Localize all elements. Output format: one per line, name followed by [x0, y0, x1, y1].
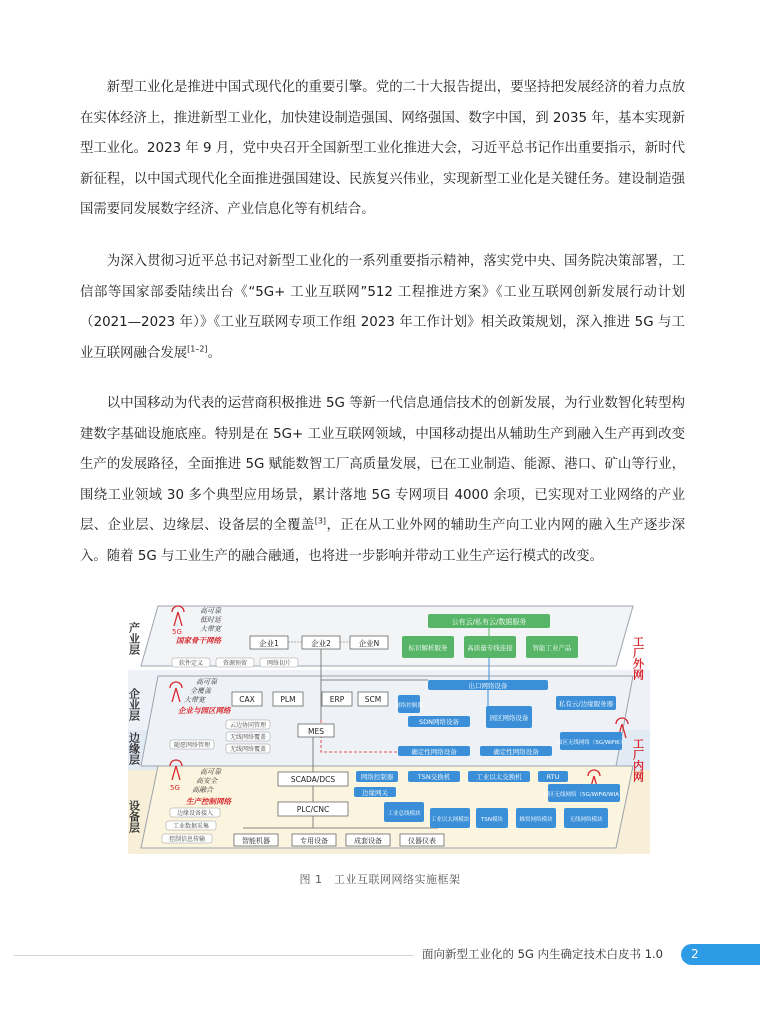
industry-service: 标识解析服务	[408, 644, 448, 652]
industry-feature: 高可靠	[200, 607, 221, 615]
paragraph-2	[80, 247, 685, 369]
inner-net-label: 工厂内网	[631, 738, 645, 782]
enterprise-capability: 无线网络覆盖	[229, 734, 267, 741]
paragraph-2-end: 。	[207, 345, 221, 361]
mes-node: MES	[308, 727, 324, 736]
enterprise-feature: 高可靠	[196, 678, 217, 686]
plc-node: PLC/CNC	[296, 805, 330, 814]
layer-label-industry: 产业层	[128, 622, 141, 655]
device-feature: 高融合	[192, 786, 213, 794]
machine-node: 仪器仪表	[408, 837, 436, 845]
enterprise-capability: 云边协同管理	[229, 722, 267, 729]
machine-node: 专用设备	[300, 837, 328, 845]
device-module: 无线网络模块	[569, 817, 603, 823]
layer-label-edge: 边缘层	[128, 732, 141, 765]
paragraph-3-end: ，正在从工业外网的辅助生产向工业内网的融入生产逐步深入。随着 5G 与工业生产的融合融通，也将进一步影响并带动工业生产运行模式的改变。	[80, 518, 685, 564]
footer-divider	[14, 955, 414, 956]
figure-caption: 图 1 工业互联网网络实施框架	[299, 873, 461, 886]
cloud-server: 私有云/边缘服务器	[558, 700, 614, 708]
park-box: SDN网络设备	[419, 718, 459, 726]
industry-feature: 低时延	[200, 616, 221, 624]
device-switch: TSN交换机	[417, 773, 451, 781]
industry-capability: 资源预留	[222, 660, 248, 667]
paragraph-2-text: 为深入贯彻习近平总书记对新型工业化的一系列重要指示精神，落实党中央、国务院决策部署，工信部等国家部委陆续出台《“5G+ 工业互联网”512 工程推进方案》《工业互联网创新发展行动计划（2021—2023 年）》《工业互联网专项工作组 2023 年工作计划》相关政策规划，深入推进 5G 与工业互联网融合发展	[80, 254, 685, 361]
tag-5g: 5G	[170, 784, 180, 792]
device-feature: 高安全	[196, 777, 217, 785]
layer-label-enterprise: 企业层	[128, 688, 141, 721]
citation-ref[interactable]: [3]	[314, 516, 327, 526]
system-node: CAX	[239, 695, 255, 704]
enterprise-net-name: 企业与园区网络	[178, 706, 231, 715]
device-switch: RTU	[546, 773, 560, 781]
edge-wireless: 园区无线网络（5G/WiFi6）	[556, 740, 626, 746]
exit-device: 出口网络设备	[468, 682, 508, 690]
device-capability: 边缘设备接入	[176, 810, 214, 817]
device-module: 工业以太网模块	[430, 817, 470, 823]
network-framework-figure	[128, 600, 650, 854]
industry-feature: 大带宽	[200, 625, 221, 633]
industry-capability: 网络切片	[266, 660, 292, 667]
enterprise-plane	[141, 676, 633, 766]
tag-5g: 5G	[172, 628, 182, 636]
edge-capability: 无线网络覆盖	[229, 746, 267, 753]
device-module: 工业总线模块	[387, 811, 421, 817]
device-capability: 工业数据采集	[172, 823, 210, 830]
device-module: 蜂窝网络模块	[519, 817, 553, 823]
device-feature: 高可靠	[200, 768, 221, 776]
device-wireless: 园区无线网络（5G/WiFi6/WIA）	[543, 792, 625, 798]
enterprise-feature: 大带宽	[184, 696, 205, 704]
enterprise-node: 企业N	[358, 639, 380, 648]
park-box: 园区网络设备	[489, 714, 529, 722]
paragraph-3	[80, 389, 685, 572]
device-module: TSN模块	[481, 817, 503, 823]
scada-node: SCADA/DCS	[290, 775, 336, 784]
enterprise-node: 企业1	[259, 639, 279, 648]
paragraph-3-text: 以中国移动为代表的运营商积极推进 5G 等新一代信息通信技术的创新发展，为行业数智化转型构建数字基础设施底座。特别是在 5G+ 工业互联网领域，中国移动提出从辅助生产到融入生产再到改变生产的发展路径，全面推进 5G 赋能数智工厂高质量发展，已在工业制造、能源、港口、矿山等行业，围绕工业领域 30 多个典型应用场景，累计落地 5G 专网项目 4000 余项，已实现对工业网络的产业层、企业层、边缘层、设备层的全覆盖	[80, 396, 685, 533]
device-capability: 控制信息传输	[168, 836, 206, 843]
industry-capability: 软件定义	[178, 660, 204, 667]
enterprise-node: 企业2	[311, 639, 331, 648]
industry-service: 高质量专线连接	[467, 644, 513, 652]
edge-capability: 随愿网络管理	[173, 742, 211, 749]
machine-node: 成套设备	[354, 837, 382, 845]
edge-gateway: 边缘网关	[362, 789, 388, 797]
platform-box: 公有云/私有云/数据服务	[451, 618, 527, 626]
citation-ref[interactable]: [1–2]	[187, 344, 208, 354]
det-device: 确定性网络设备	[493, 748, 539, 756]
device-net-name: 生产控制网络	[186, 797, 231, 806]
page-number: 2	[681, 944, 760, 965]
device-switch: 网络控制器	[360, 773, 394, 781]
paragraph-1: 新型工业化是推进中国式现代化的重要引擎。党的二十大报告提出，要坚持把发展经济的着力点放在实体经济上，推进新型工业化，加快建设制造强国、网络强国、数字中国，到 2035 年，基本实现新型工业化。2023 年 9 月，党中央召开全国新型工业化推进大会，习近平总书记作出重要指示，新时代新征程，以中国式现代化全面推进强国建设、民族复兴伟业，实现新型工业化是关键任务。建设制造强国需要同发展数字经济、产业信息化等有机结合。	[80, 80, 685, 217]
device-switch: 工业以太交换机	[476, 773, 522, 781]
outer-net-label: 工厂外网	[631, 636, 645, 680]
industry-service: 智能工业产品	[532, 644, 572, 652]
footer-title: 面向新型工业化的 5G 内生确定技术白皮书 1.0	[422, 947, 663, 961]
system-node: SCM	[364, 695, 382, 704]
layer-label-device: 设备层	[128, 800, 141, 833]
park-box: 网络控制器	[395, 703, 423, 709]
system-node: PLM	[280, 695, 296, 704]
system-node: ERP	[329, 695, 345, 704]
machine-node: 智能机器	[242, 837, 270, 845]
industry-net-name: 国家骨干网络	[176, 636, 221, 645]
enterprise-feature: 全覆盖	[190, 687, 211, 695]
det-device: 确定性网络设备	[411, 748, 457, 756]
